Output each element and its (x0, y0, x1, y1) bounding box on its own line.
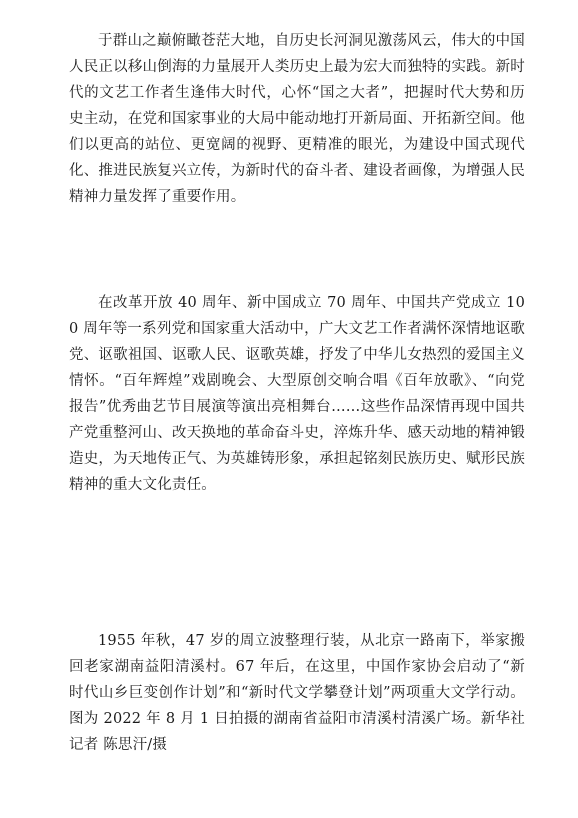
article-paragraph-1: 于群山之巅俯瞰苍茫大地，自历史长河洞见激荡风云，伟大的中国人民正以移山倒海的力量展开人类历史上最为宏大而独特的实践。新时代的文艺工作者生逢伟大时代，心怀“国之大者”，把握时代大势和历史主动，在党和国家事业的大局中能动地打开新局面、开拓新空间。他们以更高的站位、更宽阔的视野、更精准的眼光，为建设中国式现代化、推进民族复兴立传，为新时代的奋斗者、建设者画像，为增强人民精神力量发挥了重要作用。 (69, 33, 525, 205)
photo-caption: 1955 年秋，47 岁的周立波整理行装，从北京一路南下，举家搬回老家湖南益阳清溪村。67 年后，在这里，中国作家协会启动了“新时代山乡巨变创作计划”和“新时代文学攀登计划”两项重大文学行动。图为 2022 年 8 月 1 日拍摄的湖南省益阳市清溪村清溪广场。新华社记者 陈思汗/摄 (69, 633, 525, 753)
article-paragraph-2: 在改革开放 40 周年、新中国成立 70 周年、中国共产党成立 100 周年等一系列党和国家重大活动中，广大文艺工作者满怀深情地讴歌党、讴歌祖国、讴歌人民、讴歌英雄，抒发了中华儿女热烈的爱国主义情怀。“百年辉煌”戏剧晚会、大型原创交响合唱《百年放歌》、“向党报告”优秀曲艺节目展演等演出亮相舞台……这些作品深情再现中国共产党重整河山、改天换地的革命奋斗史，淬炼升华、感天动地的精神锻造史，为天地传正气、为英雄铸形象，承担起铭刻民族历史、赋形民族精神的重大文化责任。 (69, 295, 525, 493)
